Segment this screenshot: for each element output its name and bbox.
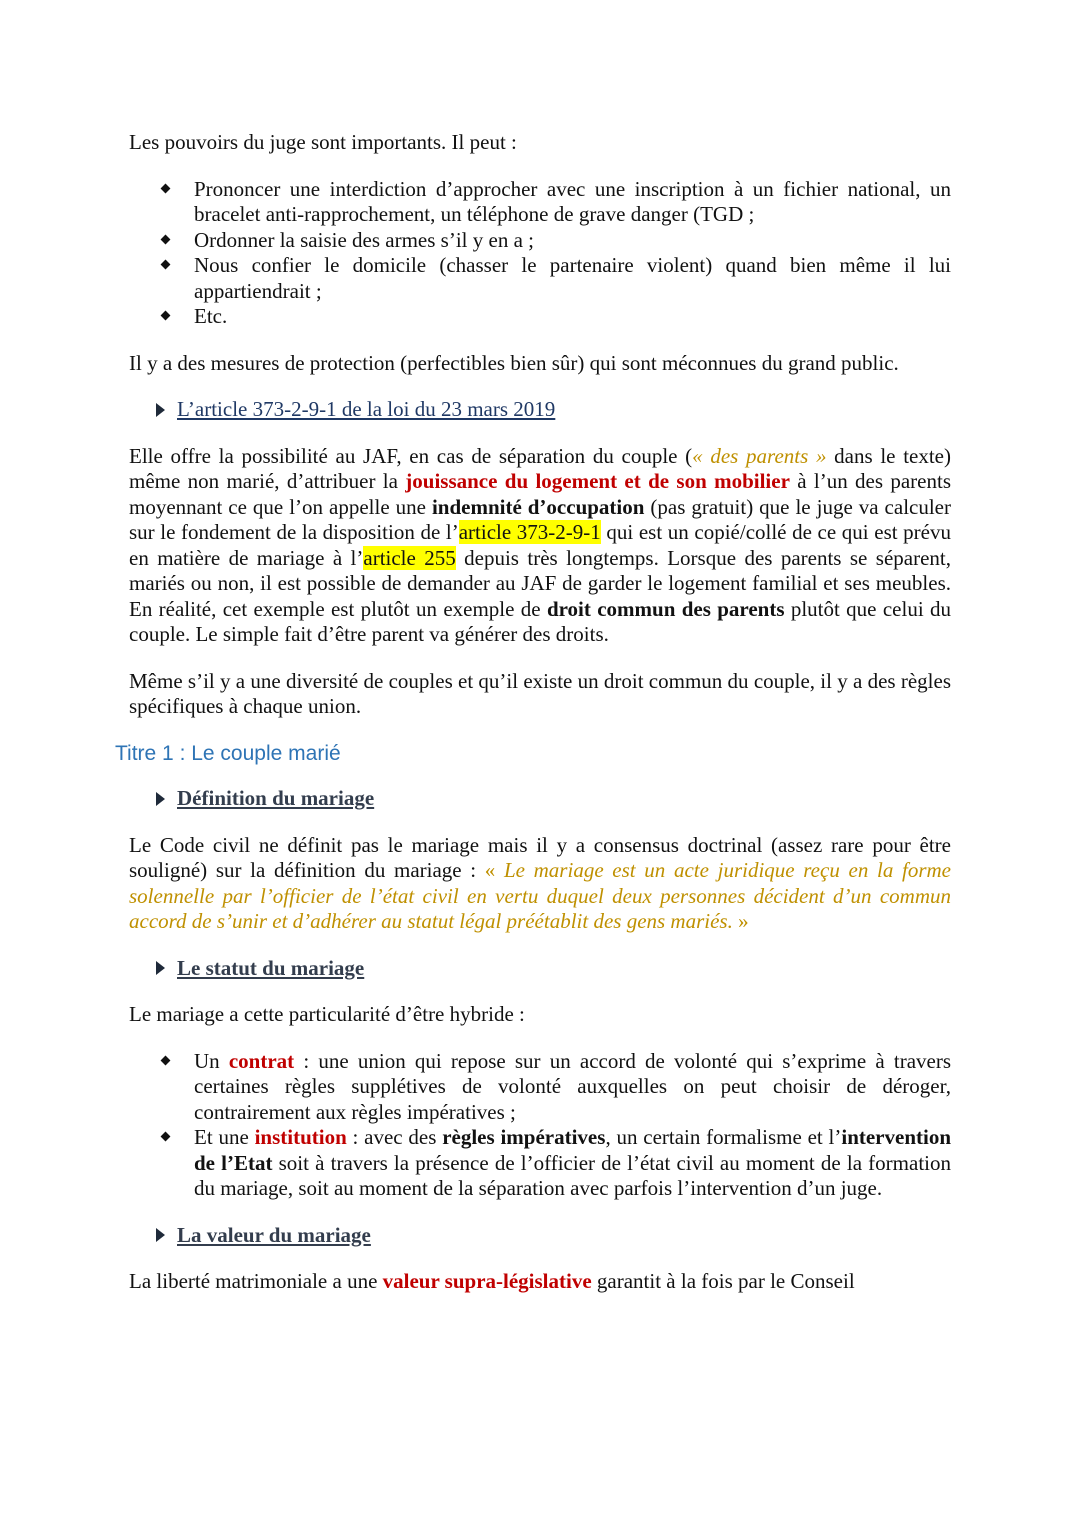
- text-run: Le Code civil ne définit pas le mariage mais il y a consensus doctrinal (assez rare pour être souligné) sur la définition du mariage :: [129, 832, 951, 882]
- text-run: La liberté matrimoniale a une: [129, 1269, 383, 1293]
- text-run: , un certain formalisme et l’: [605, 1125, 842, 1149]
- text-run: Ordonner la saisie des armes s’il y en a ;: [194, 227, 534, 252]
- text-run: Un: [194, 1048, 229, 1073]
- section-link[interactable]: [156, 397, 951, 423]
- section-heading-label: La valeur du mariage: [177, 1222, 371, 1247]
- text-run: Le mariage a cette particularité d’être hybride :: [129, 1002, 525, 1026]
- paragraph: [129, 669, 951, 720]
- paragraph: [129, 1269, 951, 1295]
- text-run: (pas gratuit) que le juge va calculer sur le fondement de la disposition de l’: [129, 494, 951, 544]
- section-heading-label: Définition du mariage: [177, 786, 375, 810]
- section-heading-label: Le statut du mariage: [177, 955, 365, 980]
- text-run: dans le texte) même non marié, d’attribuer la: [129, 443, 951, 493]
- triangle-bullet-icon: [156, 961, 165, 975]
- list-item: [194, 177, 951, 228]
- diamond-bullet-icon: [161, 1055, 171, 1065]
- paragraph: [129, 130, 951, 156]
- diamond-bullet-icon: [161, 234, 171, 244]
- triangle-bullet-icon: [156, 403, 165, 417]
- emphasis-text: règles impératives: [442, 1125, 606, 1149]
- triangle-bullet-icon: [156, 1228, 165, 1242]
- text-run: depuis très longtemps. Lorsque des parents se séparent, mariés ou non, il est possible de demander au JAF de garder le logement familial et ses meubles. En réalité, cet exemple est plutôt un exemple de: [129, 545, 951, 621]
- text-run: Prononcer une interdiction d’approcher avec une inscription à un fichier national, un bracelet anti-rapprochement, un téléphone de grave danger (TGD ;: [194, 176, 951, 226]
- diamond-bullet-icon: [161, 183, 171, 193]
- triangle-bullet-icon: [156, 792, 165, 806]
- bullet-list: [129, 177, 951, 330]
- emphasis-text: droit commun des parents: [546, 596, 785, 621]
- text-run: qui est un copié/collé de ce qui est prévu en matière de mariage à l’: [129, 520, 951, 570]
- text-run: Elle offre la possibilité au JAF, en cas de séparation du couple (: [129, 443, 693, 468]
- list-item: [194, 1049, 951, 1126]
- emphasis-text: »: [732, 909, 749, 933]
- emphasis-text: « des parents »: [692, 443, 827, 468]
- paragraph: [129, 444, 951, 648]
- highlighted-text: article 255: [363, 545, 456, 570]
- emphasis-text: institution: [254, 1125, 347, 1149]
- emphasis-text: contrat: [228, 1048, 295, 1073]
- diamond-bullet-icon: [161, 1132, 171, 1142]
- emphasis-text: jouissance du logement et de son mobilier: [405, 469, 790, 493]
- section-heading: [156, 956, 951, 982]
- text-run: garantit à la fois par le Conseil: [591, 1269, 855, 1293]
- highlighted-text: article 373-2-9-1: [458, 520, 601, 544]
- list-item: [194, 1125, 951, 1202]
- title-heading: Titre 1 : Le couple marié: [115, 741, 341, 765]
- emphasis-text: «: [484, 858, 504, 882]
- text-run: à l’un des parents moyennant ce que l’on appelle une: [129, 469, 951, 519]
- list-item: [194, 253, 951, 304]
- text-run: plutôt que celui du couple. Le simple fait d’être parent va générer des droits.: [129, 596, 951, 646]
- list-item: [194, 304, 951, 330]
- paragraph: [129, 351, 951, 377]
- diamond-bullet-icon: [161, 260, 171, 270]
- text-run: Même s’il y a une diversité de couples et qu’il existe un droit commun du couple, il y a des règles spécifiques à chaque union.: [129, 668, 951, 718]
- emphasis-text: Le mariage est un acte juridique reçu en la forme solennelle par l’officier de l’état civil en vertu duquel deux personnes décident d’un commun accord de s’unir et d’adhérer au statut légal préétablit des gens mariés.: [129, 858, 951, 933]
- section-heading: [156, 786, 951, 812]
- text-run: Etc.: [194, 304, 228, 328]
- section-heading: [156, 1223, 951, 1249]
- diamond-bullet-icon: [161, 311, 171, 321]
- bullet-list: [129, 1049, 951, 1202]
- paragraph: [129, 1002, 951, 1028]
- emphasis-text: indemnité d’occupation: [431, 494, 645, 519]
- text-run: : avec des: [346, 1125, 443, 1149]
- section-heading-label[interactable]: L’article 373-2-9-1 de la loi du 23 mars 2019: [177, 397, 556, 421]
- document-page: [115, 130, 952, 1316]
- text-run: Nous confier le domicile (chasser le partenaire violent) quand bien même il lui appartiendrait ;: [194, 253, 951, 303]
- paragraph: [129, 833, 951, 935]
- text-run: Les pouvoirs du juge sont importants. Il peut :: [129, 130, 517, 154]
- text-run: Il y a des mesures de protection (perfectibles bien sûr) qui sont méconnues du grand public.: [129, 350, 899, 375]
- emphasis-text: valeur supra-législative: [382, 1269, 592, 1293]
- list-item: [194, 228, 951, 254]
- text-run: : une union qui repose sur un accord de volonté qui s’exprime à travers certaines règles supplétives de volonté auxquelles on peut choisir de déroger, contrairement aux règles impératives ;: [194, 1048, 952, 1124]
- text-run: soit à travers la présence de l’officier de l’état civil au moment de la formation du mariage, soit au moment de la séparation avec parfois l’intervention d’un juge.: [194, 1150, 951, 1200]
- text-run: Et une: [194, 1125, 255, 1149]
- emphasis-text: intervention de l’Etat: [194, 1125, 952, 1175]
